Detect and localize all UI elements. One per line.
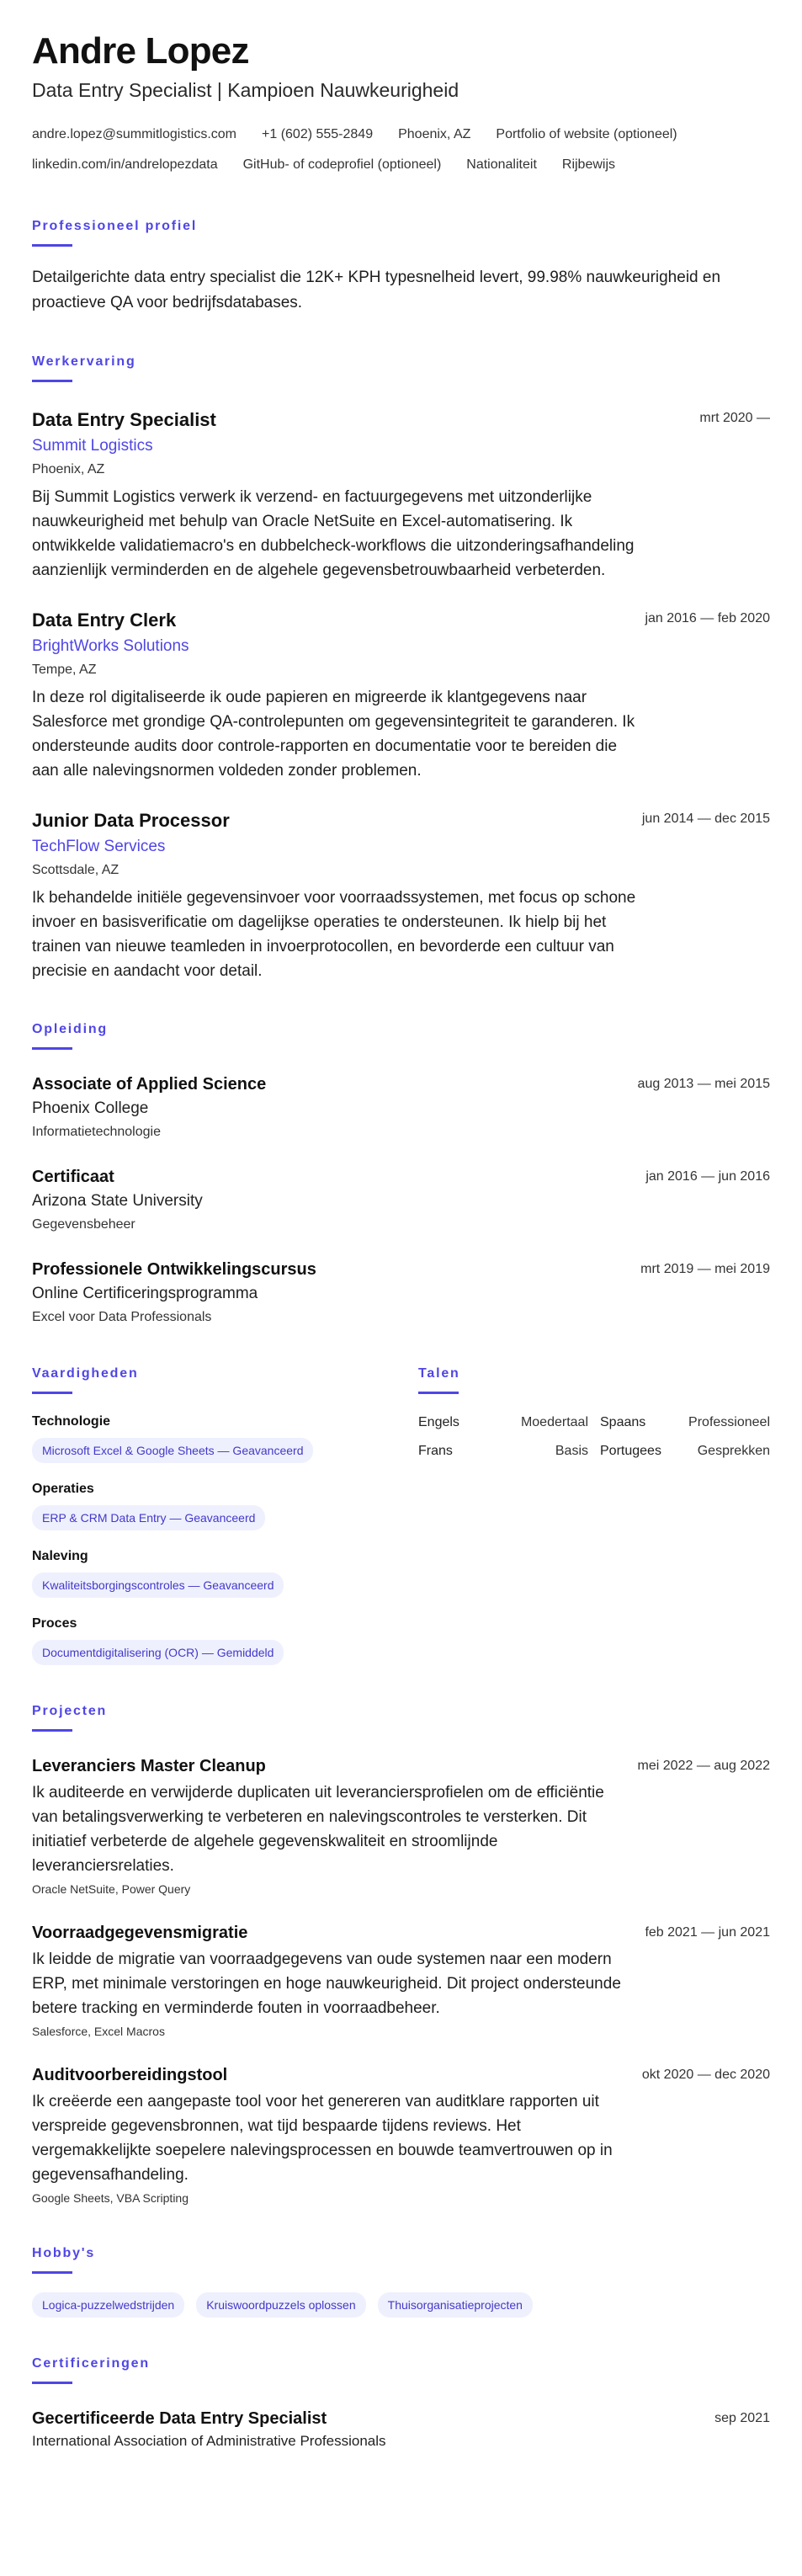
experience-section [32,353,770,983]
section-rule [32,2271,72,2274]
job-date: jun 2014 — dec 2015 [641,812,770,826]
cert-date: sep 2021 [714,2411,770,2425]
language-name: Spaans [600,1415,646,1429]
job-location: Tempe, AZ [32,663,97,677]
hobby-pill: Kruiswoordpuzzels oplossen [196,2292,365,2318]
contact-location: Phoenix, AZ [398,127,471,141]
skill-pill: Kwaliteitsborgingscontroles — Geavanceerd [32,1573,284,1598]
job-company: TechFlow Services [32,838,166,855]
language-level: Professioneel [688,1415,770,1429]
job-item [32,608,770,783]
contact-linkedin[interactable]: linkedin.com/in/andrelopezdata [32,157,218,172]
job-item [32,407,770,583]
contact-nationality: Nationaliteit [466,157,537,172]
skill-group [32,1480,418,1530]
section-title-experience: Werkervaring [32,354,136,369]
section-title-certifications: Certificeringen [32,2356,150,2371]
cert-issuer: International Association of Administrative Professionals [32,2433,386,2449]
hobby-pill: Logica-puzzelwedstrijden [32,2292,184,2318]
project-description: Ik auditeerde en verwijderde duplicaten uit leveranciersprofielen om de efficiëntie van betalingsverwerking te verbeteren en nalevingscontroles te versterken. Dit initiatief verbeterde de algehele gegevenskwaliteit en stroomlijnde leveranciersrelaties. [32,1784,604,1875]
job-description: Ik behandelde initiële gegevensinvoer voor voorraadssystemen, met focus op schone invoer en basisverificatie om dagelijkse operaties te ondersteunen. Ik hielp bij het trainen van nieuwe teamleden in invoerprotocollen, en bevorderde een cultuur van precisie en aandacht voor detail. [32,889,636,980]
contact-list [32,120,770,180]
contact-portfolio[interactable]: Portfolio of website (optioneel) [496,127,677,141]
headline: Data Entry Specialist | Kampioen Nauwkeurigheid [32,79,459,101]
project-date: mei 2022 — aug 2022 [637,1759,770,1773]
section-title-languages: Talen [418,1366,460,1381]
section-title-education: Opleiding [32,1022,108,1036]
edu-degree: Associate of Applied Science [32,1075,267,1094]
education-item [32,1259,770,1328]
job-title: Data Entry Specialist [32,409,216,430]
project-item [32,2064,770,2207]
language-level: Moedertaal [520,1415,588,1429]
section-rule [32,1392,72,1394]
job-date: jan 2016 — feb 2020 [645,611,770,625]
education-item [32,1073,770,1142]
job-company: BrightWorks Solutions [32,637,189,655]
section-rule [32,1729,72,1732]
education-section [32,1020,770,1328]
project-title: Leveranciers Master Cleanup [32,1757,266,1775]
skill-group [32,1413,418,1463]
contact-license: Rijbewijs [561,157,616,172]
edu-school: Phoenix College [32,1099,149,1117]
project-tech: Oracle NetSuite, Power Query [32,1882,191,1896]
language-grid [418,1413,770,1461]
edu-school: Online Certificeringsprogramma [32,1285,258,1302]
job-location: Scottsdale, AZ [32,863,120,877]
section-rule [32,380,72,382]
education-item [32,1166,770,1235]
job-item [32,808,770,983]
edu-field: Excel voor Data Professionals [32,1310,212,1324]
section-rule [418,1392,459,1394]
job-description: Bij Summit Logistics verwerk ik verzend- en factuurgegevens met uitzonderlijke nauwkeurigheid met behulp van Oracle NetSuite en Excel-automatisering. Ik ontwikkelde validatiemacro's en dubbelcheck-workflows die uitzonderingsafhandeling aanzienlijk verminderden en de algehele gegevensbetrouwbaarheid verbeterden. [32,488,635,579]
edu-field: Gegevensbeheer [32,1217,135,1232]
job-location: Phoenix, AZ [32,462,105,476]
section-title-profile: Professioneel profiel [32,219,198,233]
project-tech: Google Sheets, VBA Scripting [32,2191,189,2205]
profile-summary: Detailgerichte data entry specialist die 12K+ KPH typesnelheid levert, 99.98% nauwkeurigheid en proactieve QA voor bedrijfsdatabases. [32,269,721,311]
project-description: Ik creëerde een aangepaste tool voor het genereren van auditklare rapporten uit verspreide gegevensbronnen, wat tijd bespaarde tijdens reviews. Het vergemakkelijkte soepelere nalevingsprocessen en bouwde teamvertrouwen op in gegevensafhandeling. [32,2093,613,2184]
edu-field: Informatietechnologie [32,1125,161,1139]
skills-languages-row [32,1365,770,1665]
language-name: Frans [418,1444,453,1458]
profile-section [32,217,770,316]
hobbies-section [32,2244,770,2318]
skills-section [32,1365,418,1665]
section-rule [32,1047,72,1050]
cert-title: Gecertificeerde Data Entry Specialist [32,2409,327,2428]
skill-pill: ERP & CRM Data Entry — Geavanceerd [32,1505,265,1530]
section-title-skills: Vaardigheden [32,1366,139,1381]
skill-category: Proces [32,1616,77,1631]
edu-school: Arizona State University [32,1192,203,1210]
edu-date: aug 2013 — mei 2015 [637,1077,770,1091]
section-rule [32,2382,72,2384]
edu-degree: Certificaat [32,1168,114,1186]
skill-group [32,1547,418,1598]
skill-group [32,1615,418,1665]
hobby-pill: Thuisorganisatieprojecten [378,2292,533,2318]
projects-section [32,1702,770,2207]
contact-email[interactable]: andre.lopez@summitlogistics.com [32,127,236,141]
language-name: Portugees [600,1444,661,1458]
job-title: Data Entry Clerk [32,609,177,631]
section-title-projects: Projecten [32,1704,108,1718]
hobby-list [32,2287,770,2318]
edu-degree: Professionele Ontwikkelingscursus [32,1260,316,1279]
project-description: Ik leidde de migratie van voorraadgegevens van oude systemen naar een modern ERP, met minimale verstoringen en hoge nauwkeurigheid. Dit project ondersteunde betere tracking en verminderde fouten in voorraadbeheer. [32,1951,621,2017]
languages-section [418,1365,770,1665]
skill-category: Operaties [32,1482,94,1496]
skill-pill: Microsoft Excel & Google Sheets — Geavanceerd [32,1438,313,1463]
language-item [600,1441,770,1461]
edu-date: mrt 2019 — mei 2019 [640,1262,770,1276]
candidate-name: Andre Lopez [32,30,249,72]
section-rule [32,244,72,247]
job-date: mrt 2020 — [699,411,770,425]
project-item [32,1755,770,1898]
certification-item [32,2408,770,2451]
language-item [418,1441,588,1461]
job-description: In deze rol digitaliseerde ik oude papieren en migreerde ik klantgegevens naar Salesforce met grondige QA-controlepunten om gegevensintegriteit te garanderen. Ik ondersteunde audits door controle-rapporten en documentatie voor te bereiden die aan alle nalevingsnormen voldeden zonder problemen. [32,689,635,780]
job-company: Summit Logistics [32,437,153,455]
project-title: Voorraadgegevensmigratie [32,1924,248,1942]
project-title: Auditvoorbereidingstool [32,2066,228,2084]
language-item [418,1413,588,1433]
certifications-section [32,2355,770,2451]
edu-date: jan 2016 — jun 2016 [645,1169,770,1184]
project-date: okt 2020 — dec 2020 [641,2068,770,2082]
project-item [32,1922,770,2041]
language-name: Engels [418,1415,459,1429]
language-item [600,1413,770,1433]
language-level: Basis [555,1444,588,1458]
contact-phone[interactable]: +1 (602) 555-2849 [262,127,374,141]
project-date: feb 2021 — jun 2021 [645,1925,770,1940]
section-title-hobbies: Hobby's [32,2246,96,2260]
job-title: Junior Data Processor [32,810,230,831]
skill-pill: Documentdigitalisering (OCR) — Gemiddeld [32,1640,284,1665]
project-tech: Salesforce, Excel Macros [32,2025,165,2038]
skill-category: Technologie [32,1414,111,1429]
skill-category: Naleving [32,1549,88,1563]
language-level: Gesprekken [697,1444,770,1458]
contact-github[interactable]: GitHub- of codeprofiel (optioneel) [242,157,442,172]
